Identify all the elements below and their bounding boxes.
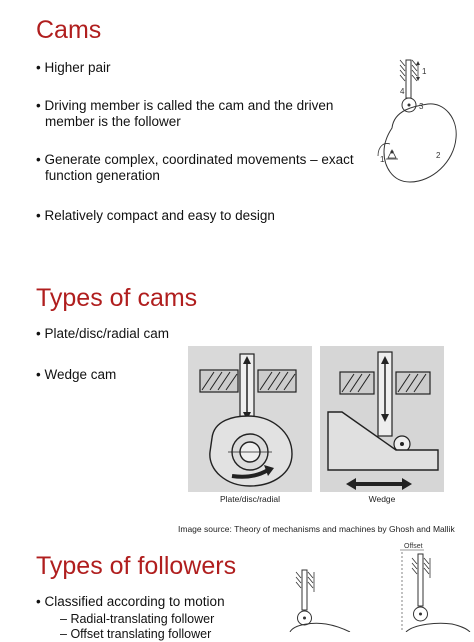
slide2-bullet-1: • Plate/disc/radial cam <box>36 326 170 341</box>
slide1-bullet-3: • Generate complex, coordinated movements – exact function generation <box>36 152 354 183</box>
slide3-title: Types of followers <box>36 552 237 580</box>
label-1b: 1 <box>380 155 385 164</box>
image-source-note: Image source: Theory of mechanisms and machines by Ghosh and Mallik <box>178 524 455 534</box>
slide2-bullet-2: • Wedge cam <box>36 367 117 382</box>
slide3-sub-bullet-2: – Offset translating follower <box>60 627 212 641</box>
cam-profile <box>384 104 456 182</box>
slide1-bullet-2: • Driving member is called the cam and the driven member is the follower <box>36 98 334 129</box>
label-2: 2 <box>436 151 441 160</box>
label-1: 1 <box>422 67 427 76</box>
slide1-bullet-4: • Relatively compact and easy to design <box>36 208 275 223</box>
wedge-cam-image <box>320 346 444 492</box>
offset-label: Offset <box>404 543 423 550</box>
cam-follower-diagram <box>362 58 462 190</box>
offset-follower-diagram <box>394 538 472 632</box>
slide1-title: Cams <box>36 16 102 44</box>
plate-cam-image <box>188 346 312 492</box>
slide3-sub-bullet-1: – Radial-translating follower <box>60 612 215 626</box>
wedge-cam-caption: Wedge <box>368 494 396 504</box>
plate-cam-caption: Plate/disc/radial <box>219 494 280 504</box>
slide1-bullet-1: • Higher pair <box>36 60 111 75</box>
radial-follower-diagram <box>280 566 352 632</box>
label-3: 3 <box>419 102 424 111</box>
slide3-bullet-1: • Classified according to motion <box>36 594 225 609</box>
label-4: 4 <box>400 87 405 96</box>
follower-stem <box>406 60 411 98</box>
slide2-title: Types of cams <box>36 284 198 312</box>
